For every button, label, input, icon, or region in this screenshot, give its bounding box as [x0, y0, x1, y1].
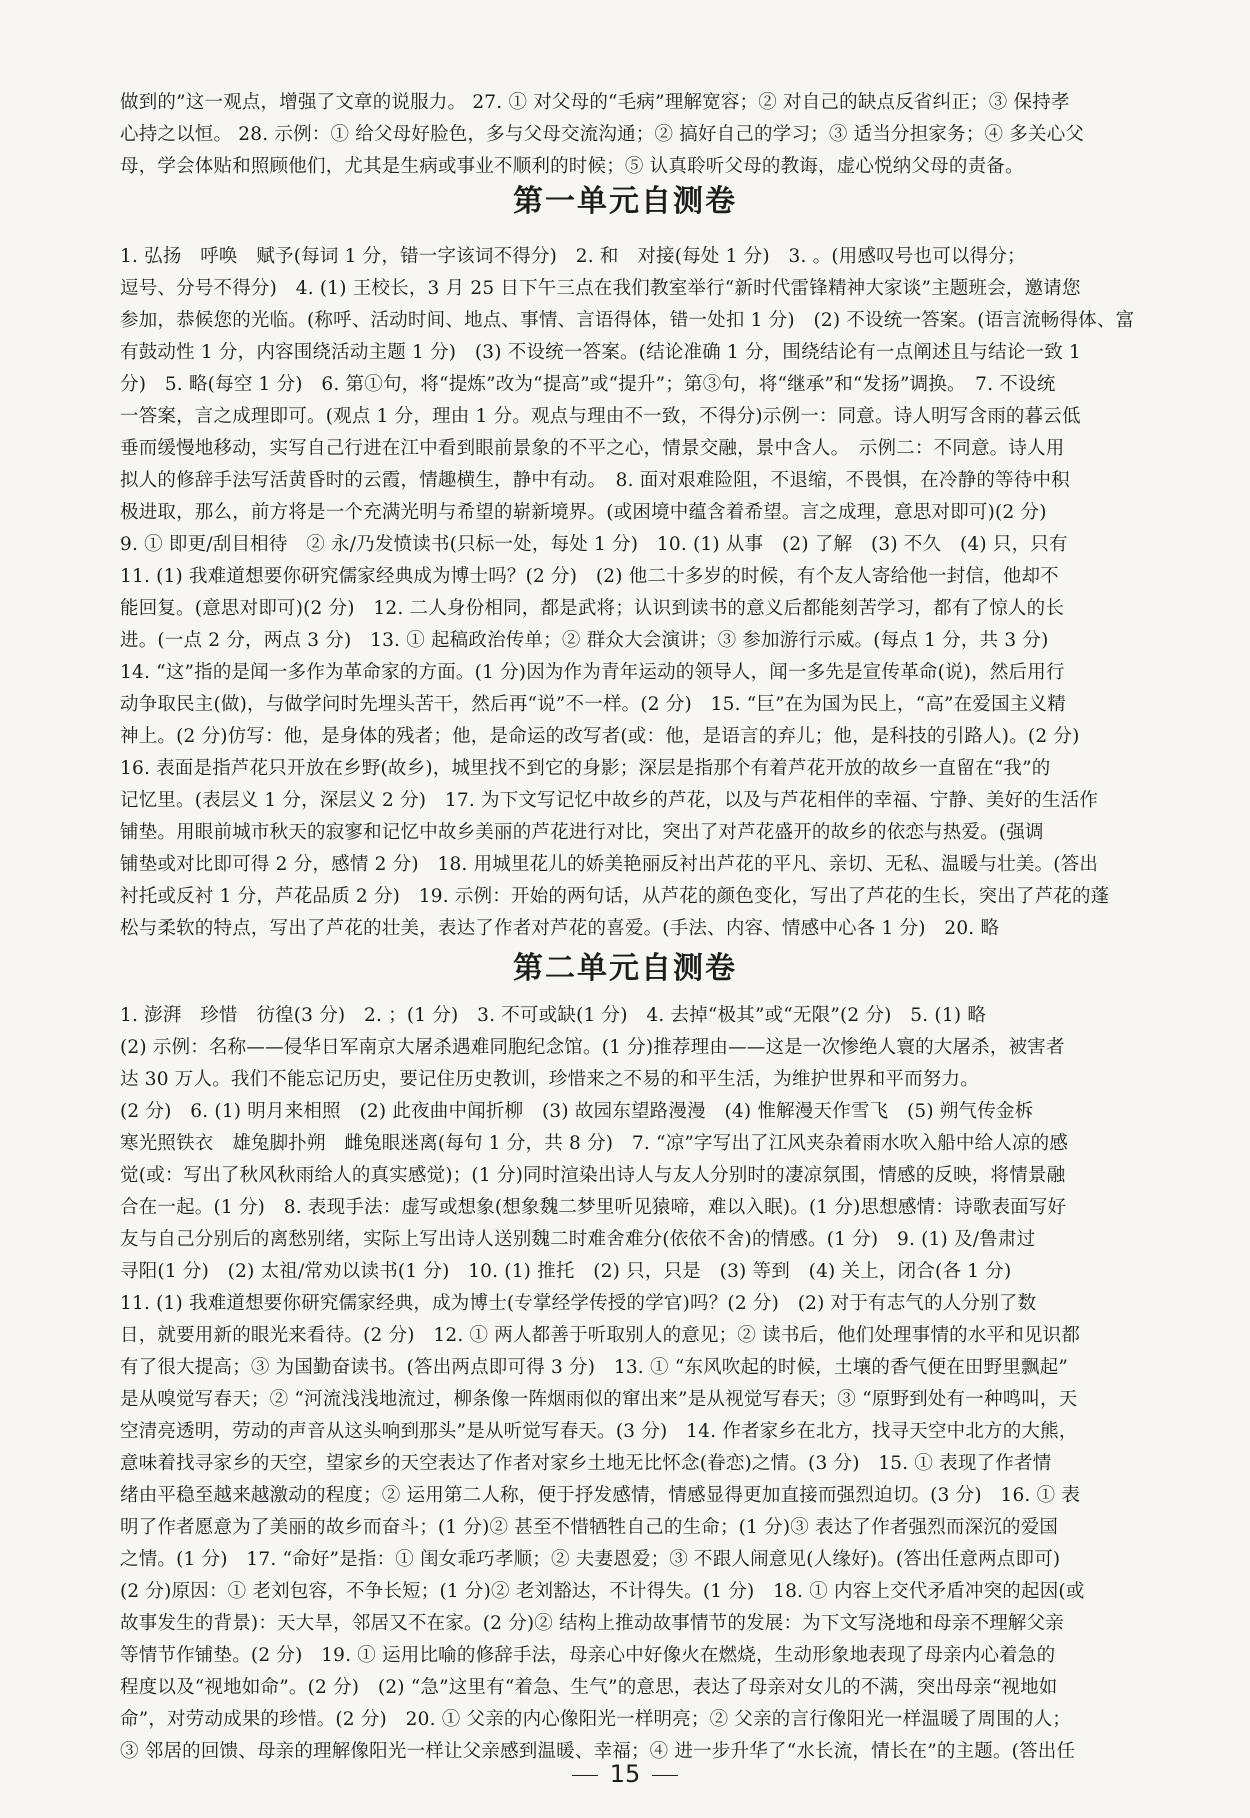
unit1-title: 第一单元自测卷 — [513, 184, 737, 219]
text-line: 1. 弘扬 呼唤 赋予(每词 1 分，错一字该词不得分) 2. 和 对接(每处 1 分) 3. 。(用感叹号也可以得分； — [120, 246, 1026, 267]
text-line: 程度以及“视地如命”。(2 分) (2) “急”这里有“着急、生气”的意思，表达了母亲对女儿的不满，突出母亲“视地如 — [120, 1677, 1058, 1698]
text-line: 1. 澎湃 珍惜 彷徨(3 分) 2. ；(1 分) 3. 不可或缺(1 分) 4. 去掉“极其”或“无限”(2 分) 5. (1) 略 — [120, 1005, 987, 1026]
text-line: 绪由平稳至越来越激动的程度；② 运用第二人称，便于抒发感情，情感显得更加直接而强烈迫切。(3 分) 16. ① 表 — [120, 1485, 1081, 1506]
text-line: 铺垫或对比即可得 2 分，感情 2 分) 18. 用城里花儿的娇美艳丽反衬出芦花的平凡、亲切、无私、温暖与壮美。(答出 — [120, 854, 1099, 875]
text-line: 觉(或：写出了秋风秋雨给人的真实感觉)；(1 分)同时渲染出诗人与友人分别时的凄凉氛围，情感的反映，将情景融 — [120, 1165, 1066, 1186]
text-line: 寒光照铁衣 雄兔脚扑朔 雌兔眼迷离(每句 1 分，共 8 分) 7. “凉”字写出了江风夹杂着雨水吹入船中给人凉的感 — [120, 1133, 1069, 1154]
text-line: 极进取，那么，前方将是一个充满光明与希望的崭新境界。(或困境中蕴含着希望。言之成理，意思对即可)(2 分) — [120, 502, 1047, 523]
text-line: 心持之以恒。 28. 示例：① 给父母好脸色，多与父母交流沟通；② 搞好自己的学习；③ 适当分担家务；④ 多关心父 — [120, 124, 1085, 145]
text-line: 达 30 万人。我们不能忘记历史，要记住历史教训，珍惜来之不易的和平生活，为维护世界和平而努力。 — [120, 1069, 979, 1090]
text-line: 11. (1) 我难道想要你研究儒家经典成为博士吗？(2 分) (2) 他二十多岁的时候，有个友人寄给他一封信，他却不 — [120, 566, 1059, 587]
text-line: 松与柔软的特点，写出了芦花的壮美，表达了作者对芦花的喜爱。(手法、内容、情感中心各 1 分) 20. 略 — [120, 918, 1000, 939]
text-line: 衬托或反衬 1 分，芦花品质 2 分) 19. 示例：开始的两句话，从芦花的颜色变化，写出了芦花的生长，突出了芦花的蓬 — [120, 886, 1110, 907]
text-line: 友与自己分别后的离愁别绪，实际上写出诗人送别魏二时难舍难分(依依不舍)的情感。(1 分) 9. (1) 及/鲁肃过 — [120, 1229, 1036, 1250]
text-line: (2 分) 6. (1) 明月来相照 (2) 此夜曲中闻折柳 (3) 故园东望路漫漫 (4) 惟解漫天作雪飞 (5) 朔气传金柝 — [120, 1101, 1034, 1122]
text-line: 一答案，言之成理即可。(观点 1 分，理由 1 分。观点与理由不一致，不得分)示例一：同意。诗人明写含雨的暮云低 — [120, 406, 1081, 427]
text-line: 日，就要用新的眼光来看待。(2 分) 12. ① 两人都善于听取别人的意见；② 读书后，他们处理事情的水平和见识都 — [120, 1325, 1081, 1346]
text-line: 是从嗅觉写春天；② “河流浅浅地流过，柳条像一阵烟雨似的窜出来”是从视觉写春天；③ “原野到处有一种鸣叫，天 — [120, 1389, 1078, 1410]
text-line: 垂而缓慢地移动，实写自己行进在江中看到眼前景象的不平之心，情景交融，景中含人。 示例二：不同意。诗人用 — [120, 438, 1065, 459]
text-line: 拟人的修辞手法写活黄昏时的云霞，情趣横生，静中有动。 8. 面对艰难险阻，不退缩，不畏惧，在冷静的等待中积 — [120, 470, 1070, 491]
text-line: 逗号、分号不得分) 4. (1) 王校长，3 月 25 日下午三点在我们教室举行“新时代雷锋精神大家谈”主题班会，邀请您 — [120, 278, 1081, 299]
text-line: 等情节作铺垫。(2 分) 19. ① 运用比喻的修辞手法，母亲心中好像火在燃烧，生动形象地表现了母亲内心着急的 — [120, 1645, 1056, 1666]
page-number: 15 — [609, 1760, 641, 1788]
text-line: 有鼓动性 1 分，内容围绕活动主题 1 分) (3) 不设统一答案。(结论准确 1 分，围绕结论有一点阐述且与结论一致 1 — [120, 342, 1081, 363]
text-line: 14. “这”指的是闻一多作为革命家的方面。(1 分)因为作为青年运动的领导人，闻一多先是宣传革命(说)，然后用行 — [120, 662, 1065, 683]
text-line: 命”，对劳动成果的珍惜。(2 分) 20. ① 父亲的内心像阳光一样明亮；② 父亲的言行像阳光一样温暖了周围的人； — [120, 1709, 1072, 1730]
page-footer — [0, 1760, 1250, 1788]
text-line: 之情。(1 分) 17. “命好”是指：① 闺女乖巧孝顺；② 夫妻恩爱；③ 不跟人闹意见(人缘好)。(答出任意两点即可) — [120, 1549, 1061, 1570]
text-line: 意味着找寻家乡的天空，望家乡的天空表达了作者对家乡土地无比怀念(眷恋)之情。(3 分) 15. ① 表现了作者情 — [120, 1453, 1052, 1474]
text-line: 分) 5. 略(每空 1 分) 6. 第①句，将“提炼”改为“提高”或“提升”；第③句，将“继承”和“发扬”调换。 7. 不设统 — [120, 374, 1056, 395]
text-line: 动争取民主(做)，与做学问时先埋头苦干，然后再“说”不一样。(2 分) 15. “巨”在为国为民上，“高”在爱国主义精 — [120, 694, 1066, 715]
unit2-title: 第二单元自测卷 — [513, 951, 737, 986]
text-line: ③ 邻居的回馈、母亲的理解像阳光一样让父亲感到温暖、幸福；④ 进一步升华了“水长流，情长在”的主题。(答出任 — [120, 1741, 1076, 1762]
text-line: 母，学会体贴和照顾他们，尤其是生病或事业不顺利的时候；⑤ 认真聆听父母的教诲，虚心悦纳父母的责备。 — [120, 156, 1024, 177]
text-line: 有了很大提高；③ 为国勤奋读书。(答出两点即可得 3 分) 13. ① “东风吹起的时候，土壤的香气便在田野里飘起” — [120, 1357, 1069, 1378]
text-line: 空清亮透明，劳动的声音从这头响到那头”是从听觉写春天。(3 分) 14. 作者家乡在北方，找寻天空中北方的大熊， — [120, 1421, 1078, 1442]
text-line: (2 分)原因：① 老刘包容，不争长短；(1 分)② 老刘豁达，不计得失。(1 分) 18. ① 内容上交代矛盾冲突的起因(或 — [120, 1581, 1085, 1602]
text-line: 记忆里。(表层义 1 分，深层义 2 分) 17. 为下文写记忆中故乡的芦花，以及与芦花相伴的幸福、宁静、美好的生活作 — [120, 790, 1099, 811]
text-line: 故事发生的背景)：天大旱，邻居又不在家。(2 分)② 结构上推动故事情节的发展：为下文写浇地和母亲不理解父亲 — [120, 1613, 1064, 1634]
text-line: 神上。(2 分)仿写：他，是身体的残者；他，是命运的改写者(或：他，是语言的弃儿；他，是科技的引路人)。(2 分) — [120, 726, 1080, 747]
text-line: 合在一起。(1 分) 8. 表现手法：虚写或想象(想象魏二梦里听见猿啼，难以入眠)。(1 分)思想感情：诗歌表面写好 — [120, 1197, 1067, 1218]
text-line: 明了作者愿意为了美丽的故乡而奋斗；(1 分)② 甚至不惜牺牲自己的生命；(1 分)③ 表达了作者强烈而深沉的爱国 — [120, 1517, 1059, 1538]
text-line: 9. ① 即更/刮目相待 ② 永/乃发愤读书(只标一处，每处 1 分) 10. (1) 从事 (2) 了解 (3) 不久 (4) 只，只有 — [120, 534, 1068, 555]
text-line: 铺垫。用眼前城市秋天的寂寥和记忆中故乡美丽的芦花进行对比，突出了对芦花盛开的故乡的依恋与热爱。(强调 — [120, 822, 1044, 843]
text-line: (2) 示例：名称——侵华日军南京大屠杀遇难同胞纪念馆。(1 分)推荐理由——这是一次惨绝人寰的大屠杀，被害者 — [120, 1037, 1065, 1058]
footer-dash-left — [572, 1775, 598, 1776]
text-line: 寻阳(1 分) (2) 太祖/常劝以读书(1 分) 10. (1) 推托 (2) 只，只是 (3) 等到 (4) 关上，闭合(各 1 分) — [120, 1261, 1012, 1282]
footer-dash-right — [652, 1775, 678, 1776]
text-line: 能回复。(意思对即可)(2 分) 12. 二人身份相同，都是武将；认识到读书的意义后都能刻苦学习，都有了惊人的长 — [120, 598, 1065, 619]
text-line: 做到的”这一观点，增强了文章的说服力。 27. ① 对父母的“毛病”理解宽容；② 对自己的缺点反省纠正；③ 保持孝 — [120, 92, 1070, 113]
text-line: 16. 表面是指芦花只开放在乡野(故乡)，城里找不到它的身影；深层是指那个有着芦花开放的故乡一直留在“我”的 — [120, 758, 1051, 779]
text-line: 参加，恭候您的光临。(称呼、活动时间、地点、事情、言语得体，错一处扣 1 分) (2) 不设统一答案。(语言流畅得体、富 — [120, 310, 1135, 331]
text-line: 11. (1) 我难道想要你研究儒家经典，成为博士(专掌经学传授的学官)吗？(2 分) (2) 对于有志气的人分别了数 — [120, 1293, 1037, 1314]
text-line: 进。(一点 2 分，两点 3 分) 13. ① 起稿政治传单；② 群众大会演讲；③ 参加游行示威。(每点 1 分，共 3 分) — [120, 630, 1049, 651]
